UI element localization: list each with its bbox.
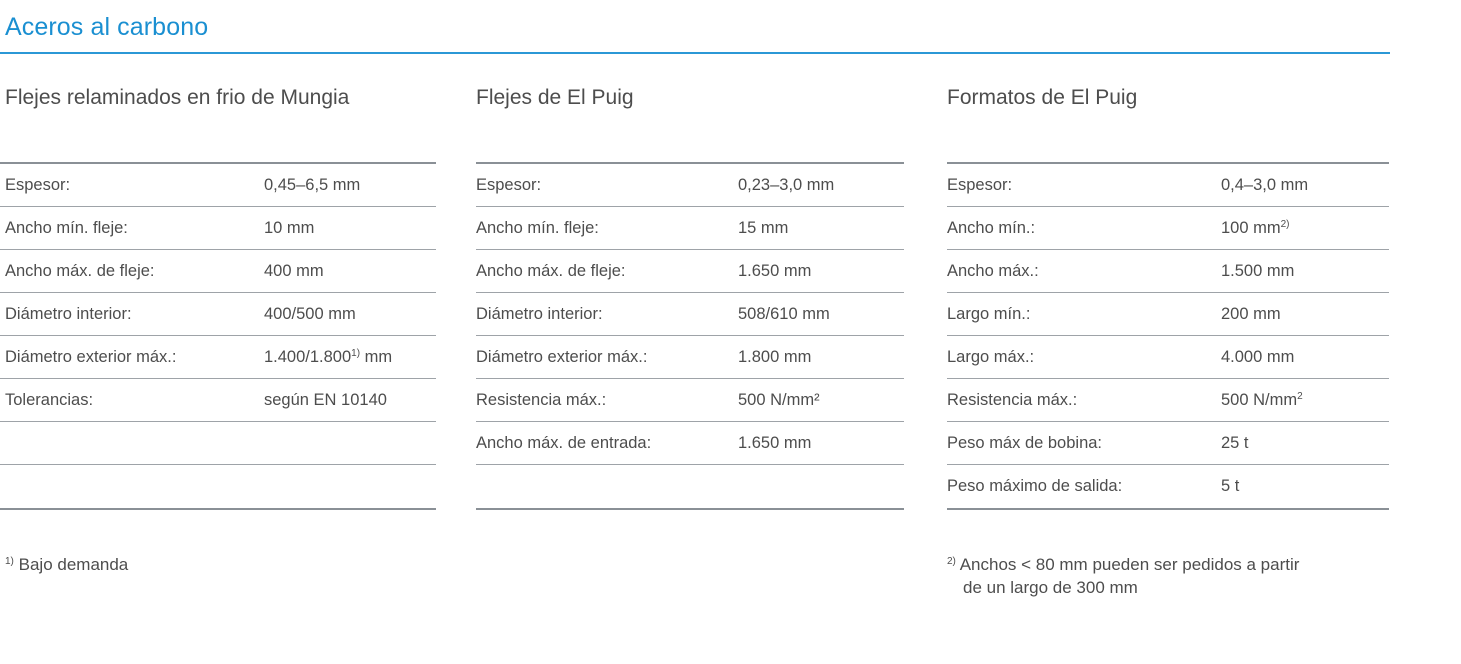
row-label: Peso máx de bobina: <box>947 434 1103 452</box>
row-label: Resistencia máx.: <box>947 391 1078 409</box>
table-row <box>0 207 436 250</box>
table-row <box>947 207 1389 250</box>
row-value: 1.650 mm <box>738 262 812 280</box>
table-row <box>947 379 1389 422</box>
superscript-2: 2 <box>1297 391 1303 402</box>
row-label: Ancho mín. fleje: <box>476 219 599 237</box>
row-label: Ancho mín. fleje: <box>5 219 128 237</box>
table-row <box>947 422 1389 465</box>
footnote-marker: 2) <box>1280 219 1290 230</box>
row-label: Diámetro exterior máx.: <box>476 348 648 366</box>
row-value: 0,4–3,0 mm <box>1221 176 1309 194</box>
column-heading: Formatos de El Puig <box>947 86 1138 109</box>
row-label: Ancho máx. de fleje: <box>476 262 626 280</box>
table-row <box>476 207 904 250</box>
column-heading: Flejes de El Puig <box>476 86 634 109</box>
table-row <box>476 293 904 336</box>
footnote-marker: 1) <box>351 348 361 359</box>
row-value: 200 mm <box>1221 305 1281 323</box>
row-label: Tolerancias: <box>5 391 94 409</box>
table-row <box>476 336 904 379</box>
row-label: Diámetro exterior máx.: <box>5 348 177 366</box>
table-row <box>947 250 1389 293</box>
table-row <box>0 422 436 465</box>
row-label: Ancho máx. de entrada: <box>476 434 652 452</box>
footnote-text-line1: Anchos < 80 mm pueden ser pedidos a partir <box>955 555 1300 574</box>
row-label: Espesor: <box>947 176 1013 194</box>
row-label: Ancho máx. de fleje: <box>5 262 155 280</box>
row-label: Diámetro interior: <box>476 305 603 323</box>
footnote-marker: 1) <box>5 556 14 567</box>
column-heading: Flejes relaminados en frio de Mungia <box>5 86 350 109</box>
row-value: 5 t <box>1221 477 1240 495</box>
row-value: 1.800 mm <box>738 348 812 366</box>
table-row <box>476 422 904 465</box>
table-row <box>947 465 1389 508</box>
row-value <box>1221 219 1290 238</box>
row-label: Peso máximo de salida: <box>947 477 1123 495</box>
table-row <box>476 164 904 207</box>
row-label: Largo máx.: <box>947 348 1035 366</box>
row-value: 508/610 mm <box>738 305 830 323</box>
row-value: 4.000 mm <box>1221 348 1295 366</box>
table-row <box>0 379 436 422</box>
table-bottom-rule <box>0 508 436 510</box>
row-value: según EN 10140 <box>264 391 387 409</box>
table-row <box>476 465 904 508</box>
row-value: 1.650 mm <box>738 434 812 452</box>
row-value: 400/500 mm <box>264 305 356 323</box>
footnote-2 <box>947 553 1387 599</box>
table-row <box>476 379 904 422</box>
page-title: Aceros al carbono <box>5 13 209 41</box>
row-value <box>1221 391 1303 410</box>
table-row <box>0 293 436 336</box>
spec-table <box>476 162 904 510</box>
table-row <box>947 164 1389 207</box>
row-value: 15 mm <box>738 219 789 237</box>
row-value: 0,45–6,5 mm <box>264 176 361 194</box>
table-row <box>476 250 904 293</box>
table-row <box>947 336 1389 379</box>
row-value: 1.500 mm <box>1221 262 1295 280</box>
value-unit: mm <box>360 348 393 366</box>
table-bottom-rule <box>476 508 904 510</box>
footnote-1 <box>5 553 128 576</box>
row-value: 25 t <box>1221 434 1249 452</box>
footnote-text: Bajo demanda <box>13 555 129 574</box>
row-label: Ancho mín.: <box>947 219 1036 237</box>
table-row <box>0 465 436 508</box>
value-text: 500 N/mm <box>1221 391 1298 409</box>
row-label: Espesor: <box>476 176 542 194</box>
row-value: 0,23–3,0 mm <box>738 176 835 194</box>
spec-table <box>0 162 436 510</box>
row-label: Diámetro interior: <box>5 305 132 323</box>
table-bottom-rule <box>947 508 1389 510</box>
title-divider <box>0 52 1390 54</box>
row-value: 400 mm <box>264 262 324 280</box>
value-text: 100 mm <box>1221 219 1281 237</box>
table-row <box>0 164 436 207</box>
row-label: Resistencia máx.: <box>476 391 607 409</box>
row-value <box>264 348 392 367</box>
value-text: 1.400/1.800 <box>264 348 352 366</box>
footnote-text-line2: de un largo de 300 mm <box>963 578 1138 597</box>
row-label: Largo mín.: <box>947 305 1031 323</box>
footnote-marker: 2) <box>947 556 956 567</box>
table-row <box>0 336 436 379</box>
row-label: Espesor: <box>5 176 71 194</box>
row-value: 10 mm <box>264 219 315 237</box>
spec-table <box>947 162 1389 510</box>
row-label: Ancho máx.: <box>947 262 1039 280</box>
table-row <box>947 293 1389 336</box>
table-row <box>0 250 436 293</box>
row-value: 500 N/mm² <box>738 391 820 409</box>
